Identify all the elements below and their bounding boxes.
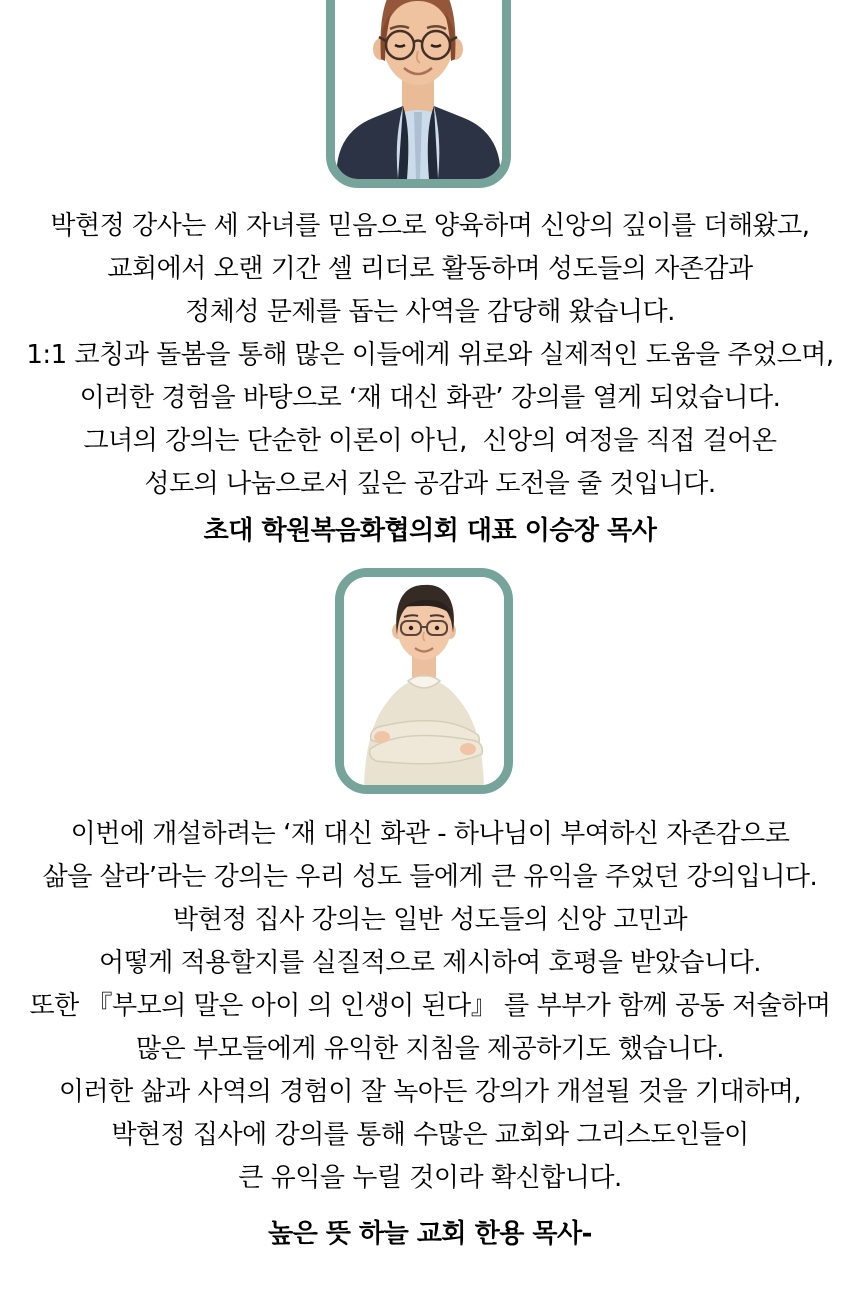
portrait-2-photo — [344, 577, 504, 785]
text-line: 박현정 집사에 강의를 통해 수많은 교회와 그리스도인들이 — [111, 1120, 749, 1150]
text-line: 이러한 삶과 사역의 경험이 잘 녹아든 강의가 개설될 것을 기대하며, — [58, 1077, 802, 1107]
text-line: 성도의 나눔으로서 깊은 공감과 도전을 줄 것입니다. — [144, 469, 716, 499]
text-line: 박현정 강사는 세 자녀를 믿음으로 양육하며 신앙의 깊이를 더해왔고, — [50, 211, 810, 241]
endorsement-1-paragraph — [0, 205, 860, 506]
text-line: 이번에 개설하려는 ‘재 대신 화관 - 하나님이 부여하신 자존감으로 — [70, 819, 790, 849]
portrait-1-clip — [0, 0, 860, 188]
text-line: 박현정 집사 강의는 일반 성도들의 신앙 고민과 — [172, 905, 688, 935]
text-line: 이러한 경험을 바탕으로 ‘재 대신 화관’ 강의를 열게 되었습니다. — [79, 383, 781, 413]
text-line: 정체성 문제를 돕는 사역을 감당해 왔습니다. — [185, 297, 675, 327]
endorsement-2-signature: 높은 뜻 하늘 교회 한용 목사- — [268, 1219, 592, 1249]
endorsement-1-signature: 초대 학원복음화협의회 대표 이승장 목사 — [203, 516, 657, 546]
text-line: 1:1 코칭과 돌봄을 통해 많은 이들에게 위로와 실제적인 도움을 주었으며, — [26, 340, 834, 370]
text-line: 또한 『부모의 말은 아이 의 인생이 된다』 를 부부가 함께 공동 저술하며 — [29, 991, 831, 1021]
text-line: 삶을 살라’라는 강의는 우리 성도 들에게 큰 유익을 주었던 강의입니다. — [42, 862, 818, 892]
text-line: 큰 유익을 누릴 것이라 확신합니다. — [238, 1163, 622, 1193]
portrait-1-photo — [335, 0, 502, 179]
portrait-1-frame — [326, 0, 511, 188]
endorsement-2-paragraph — [0, 813, 860, 1200]
text-line: 그녀의 강의는 단순한 이론이 아닌, 신앙의 여정을 직접 걸어온 — [83, 426, 777, 456]
text-line: 많은 부모들에게 유익한 지침을 제공하기도 했습니다. — [135, 1034, 725, 1064]
text-line: 어떻게 적용할지를 실질적으로 제시하여 호평을 받았습니다. — [99, 948, 761, 978]
portrait-2-frame — [335, 568, 513, 794]
text-line: 교회에서 오랜 기간 셀 리더로 활동하며 성도들의 자존감과 — [107, 254, 753, 284]
